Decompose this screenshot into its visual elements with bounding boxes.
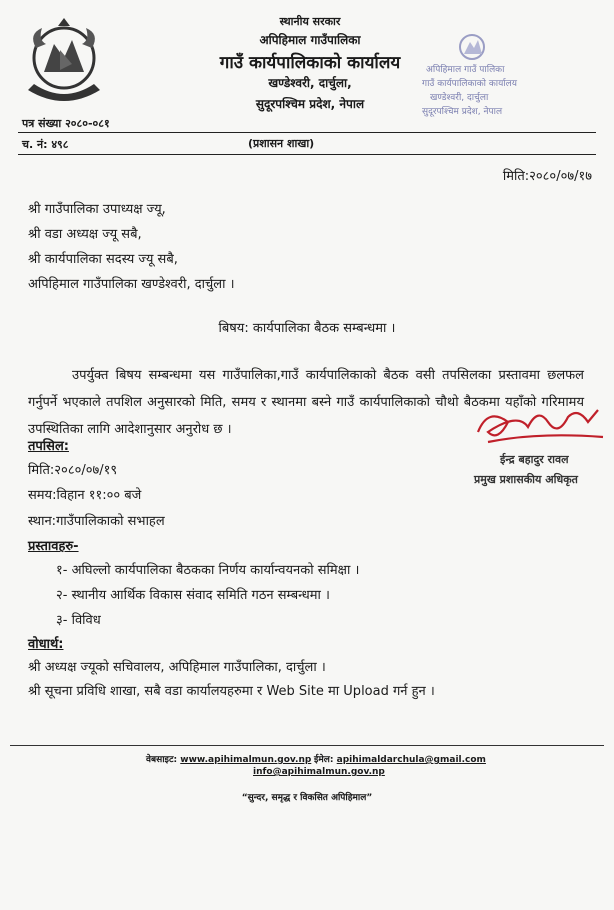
reference-number: पत्र संख्या २०८०-०८१ — [22, 117, 110, 130]
nepal-emblem-icon — [14, 14, 114, 106]
addressee-line: अपिहिमाल गाउँपालिका खण्डेश्वरी, दार्चुला । — [28, 277, 235, 292]
meeting-time: समय:विहान ११:०० बजे — [28, 488, 142, 503]
signatory-title: प्रमुख प्रशासकीय अधिकृत — [474, 473, 578, 486]
addressee-line: श्री गाउँपालिका उपाध्यक्ष ज्यू, — [28, 202, 166, 217]
address-line-1: खण्डेश्वरी, दार्चुला, — [268, 76, 352, 90]
footer-email-2 — [253, 767, 385, 777]
divider — [18, 132, 596, 133]
signatory-name: ईन्द्र बहादुर रावल — [500, 453, 569, 466]
government-label: स्थानीय सरकार — [279, 15, 341, 28]
meeting-place: स्थान:गाउँपालिकाको सभाहल — [28, 514, 165, 529]
cc-heading: वोधार्थ: — [28, 637, 64, 652]
addressee-line: श्री वडा अध्यक्ष ज्यू सबै, — [28, 227, 142, 242]
chalani-number: च. नं: ४९८ — [22, 138, 69, 151]
cc-line: श्री अध्यक्ष ज्यूको सचिवालय, अपिहिमाल गाउँपालिका, दार्चुला । — [28, 660, 326, 675]
email-link[interactable]: apihimaldarchula@gmail.com — [336, 755, 486, 765]
letter-date: मिति:२०८०/०७/१७ — [502, 169, 592, 184]
website-link[interactable]: www.apihimalmun.gov.np — [180, 755, 312, 765]
addressee-line: श्री कार्यपालिका सदस्य ज्यू सबै, — [28, 252, 178, 267]
proposals-heading: प्रस्तावहरु- — [28, 539, 79, 554]
proposal-item: २- स्थानीय आर्थिक विकास संवाद समिति गठन सम्बन्धमा । — [56, 588, 330, 603]
letter-body: उपर्युक्त बिषय सम्बन्धमा यस गाउँपालिका,गाउँ कार्यपालिकाको बैठक वसी तपसिलका प्रस्तावमा छलफल गर्नुपर्ने भएकाले तपशिल अनुसारको मिति, समय र स्थानमा बस्ने गाउँ कार्यपालिकाको चौथो बैठकमा यहाँको गरिमामय उपस्थितिका लागि आदेशानुसार अनुरोध छ । — [28, 368, 584, 437]
subject-line: बिषय: कार्यपालिका बैठक सम्बन्धमा । — [218, 321, 396, 336]
footer-divider — [10, 745, 604, 746]
cc-line: श्री सूचना प्रविधि शाखा, सबै वडा कार्यालयहरुमा र Web Site मा Upload गर्न हुन । — [28, 684, 435, 699]
signature-icon — [468, 402, 608, 452]
footer-website: वेबसाइट: www.apihimalmun.gov.np — [146, 755, 312, 765]
proposal-item: ३- विविध — [56, 613, 101, 628]
address-line-2: सुदूरपश्चिम प्रदेश, नेपाल — [255, 97, 365, 111]
municipality-name: अपिहिमाल गाउँपालिका — [259, 33, 361, 47]
footer-slogan: “सुन्दर, समृद्ध र विकसित अपिहिमाल” — [241, 793, 373, 803]
stamp-emblem-icon — [452, 32, 492, 62]
email-link-2[interactable]: info@apihimalmun.gov.np — [253, 767, 385, 777]
details-heading: तपसिल: — [28, 439, 69, 454]
branch-label: (प्रशासन शाखा) — [248, 137, 315, 150]
footer-email: ईमेल: apihimaldarchula@gmail.com — [314, 755, 486, 765]
meeting-date: मिति:२०८०/०७/१९ — [28, 463, 118, 478]
divider — [18, 154, 596, 155]
proposal-item: १- अघिल्लो कार्यपालिका बैठकका निर्णय कार्यान्वयनको समिक्षा । — [56, 563, 360, 578]
office-title: गाउँ कार्यपालिकाको कार्यालय — [219, 53, 401, 73]
official-stamp: अपिहिमाल गाउँ पालिका गाउँ कार्यपालिकाको कार्यालय खण्डेश्वरी, दार्चुला सुदूरपश्चिम प्रदेश, नेपाल — [418, 32, 526, 126]
